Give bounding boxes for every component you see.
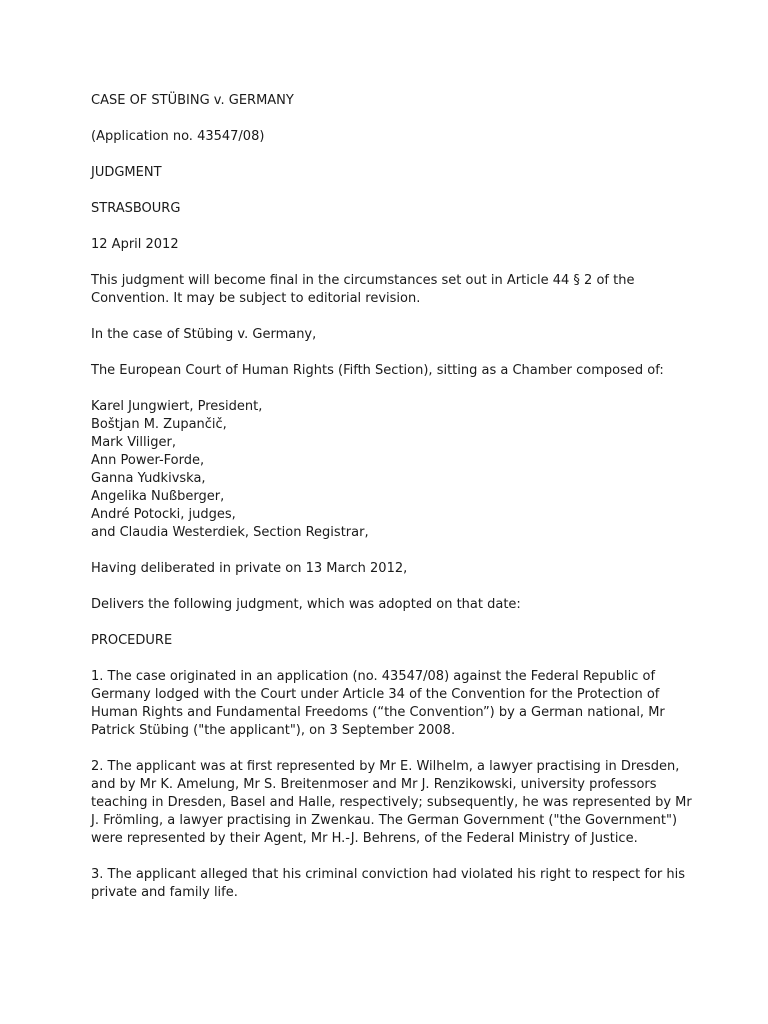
text-line: This judgment will become final in the circumstances set out in Article 44 § 2 of the [91, 273, 635, 288]
judges-list [91, 398, 728, 542]
text-line: J. Frömling, a lawyer practising in Zwenkau. The German Government ("the Government") [91, 813, 678, 828]
paragraph-1 [91, 668, 728, 740]
judge-entry: and Claudia Westerdiek, Section Registrar, [91, 525, 369, 540]
text-line: teaching in Dresden, Basel and Halle, respectively; subsequently, he was represented by Mr [91, 795, 692, 810]
judge-entry: André Potocki, judges, [91, 507, 236, 522]
procedure-heading: PROCEDURE [91, 633, 173, 648]
judge-entry: Ann Power-Forde, [91, 453, 205, 468]
application-number: (Application no. 43547/08) [91, 129, 265, 144]
judgment-date: 12 April 2012 [91, 237, 179, 252]
case-title: CASE OF STÜBING v. GERMANY [91, 93, 294, 108]
judge-entry: Karel Jungwiert, President, [91, 399, 263, 414]
paragraph-3 [91, 866, 728, 902]
judge-entry: Ganna Yudkivska, [91, 471, 206, 486]
text-line: Germany lodged with the Court under Article 34 of the Convention for the Protection of [91, 687, 660, 702]
paragraph-2 [91, 758, 728, 848]
text-line: private and family life. [91, 885, 238, 900]
text-line: 3. The applicant alleged that his criminal conviction had violated his right to respect for his [91, 867, 686, 882]
delivery-statement: Delivers the following judgment, which was adopted on that date: [91, 597, 521, 612]
court-intro: The European Court of Human Rights (Fifth Section), sitting as a Chamber composed of: [91, 363, 664, 378]
deliberation-statement: Having deliberated in private on 13 March 2012, [91, 561, 408, 576]
finality-note [91, 272, 728, 308]
text-line: Convention. It may be subject to editorial revision. [91, 291, 421, 306]
text-line: and by Mr K. Amelung, Mr S. Breitenmoser and Mr J. Renzikowski, university professors [91, 777, 657, 792]
place: STRASBOURG [91, 201, 181, 216]
text-line: Human Rights and Fundamental Freedoms (“the Convention”) by a German national, Mr [91, 705, 665, 720]
judge-entry: Angelika Nußberger, [91, 489, 225, 504]
judge-entry: Mark Villiger, [91, 435, 176, 450]
case-intro: In the case of Stübing v. Germany, [91, 327, 317, 342]
text-line: Patrick Stübing ("the applicant"), on 3 September 2008. [91, 723, 456, 738]
judge-entry: Boštjan M. Zupančič, [91, 417, 227, 432]
document-type: JUDGMENT [91, 165, 162, 180]
text-line: 1. The case originated in an application (no. 43547/08) against the Federal Republic of [91, 669, 656, 684]
text-line: 2. The applicant was at first represented by Mr E. Wilhelm, a lawyer practising in Dresden, [91, 759, 680, 774]
text-line: were represented by their Agent, Mr H.-J. Behrens, of the Federal Ministry of Justice. [91, 831, 638, 846]
